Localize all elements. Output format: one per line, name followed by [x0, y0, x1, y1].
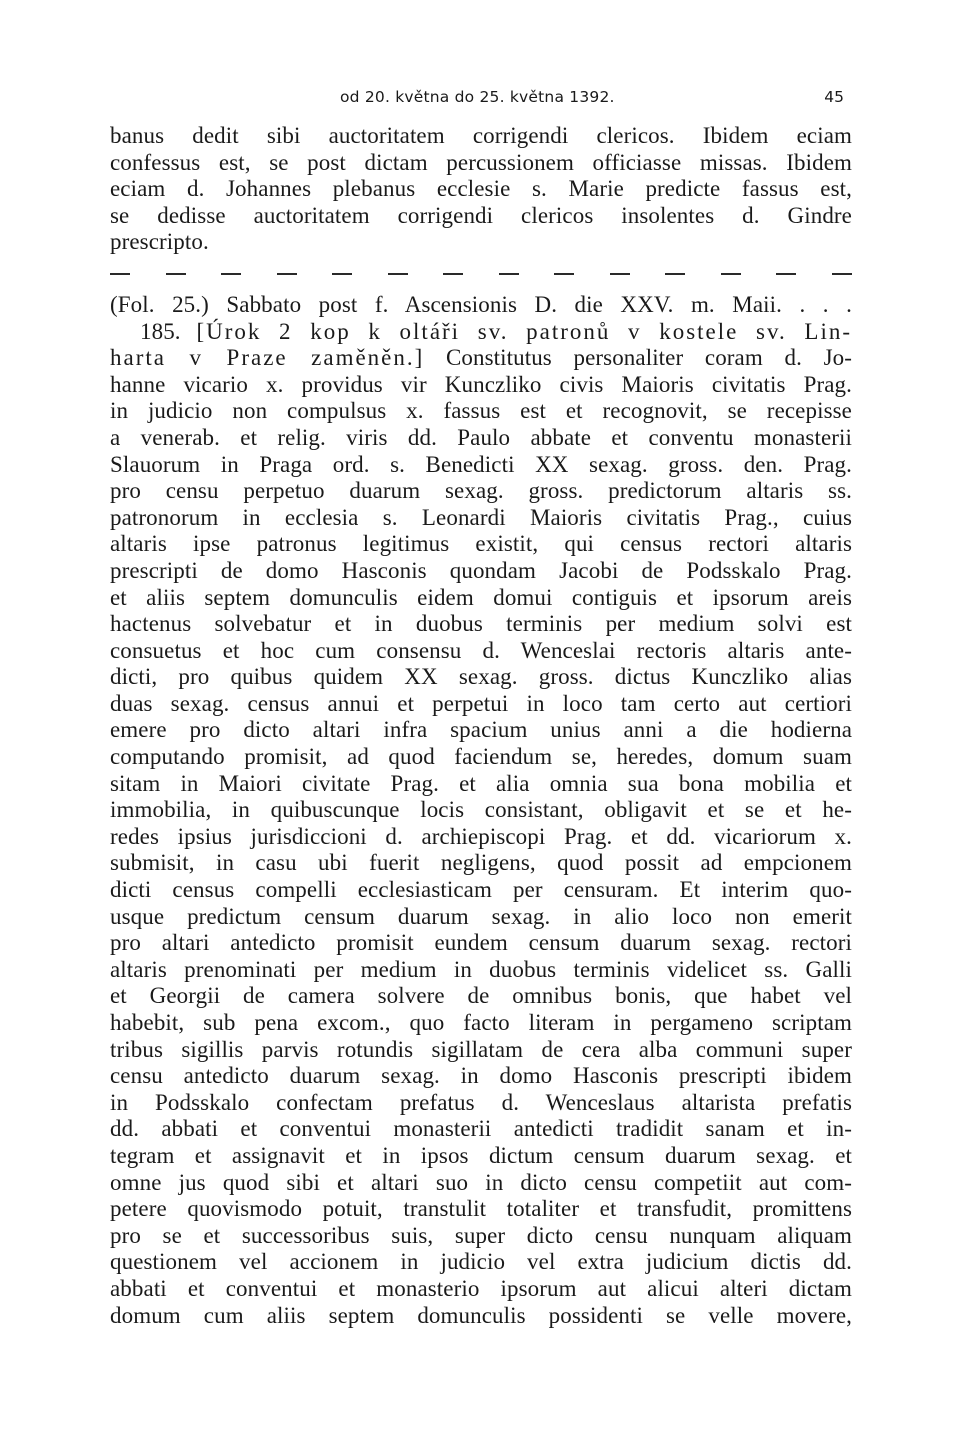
text-line: abbati et conventui et monasterio ipsorum aut alicui alteri dictam — [110, 1275, 852, 1301]
dash — [221, 273, 241, 275]
entry-heading-line — [110, 345, 852, 372]
text-line: consuetus et hoc cum consensu d. Wenceslai rectoris altaris ante- — [110, 637, 852, 663]
text-line: altaris prenominati per medium in duobus terminis videlicet ss. Galli — [110, 956, 852, 982]
dash — [166, 273, 186, 275]
dash — [554, 273, 574, 275]
document-page — [110, 88, 852, 1329]
text-line: redes ipsius jurisdiccioni d. archiepiscopi Prag. et dd. vicariorum x. — [110, 823, 852, 849]
text-line: sitam in Maiori civitate Prag. et alia omnia sua bona mobilia et — [110, 770, 852, 796]
text-line: questionem vel accionem in judicio vel extra judicium dictis dd. — [110, 1249, 852, 1275]
text-line: censu antedicto duarum sexag. in domo Hasconis prescripti ibidem — [110, 1063, 852, 1089]
entry-185 — [110, 292, 852, 1329]
text-line: domum cum aliis septem domunculis possidenti se velle movere, — [110, 1302, 852, 1328]
section-separator — [110, 273, 852, 275]
dash — [443, 273, 463, 275]
dash — [332, 273, 352, 275]
editorial-summary-end: harta v Praze zaměněn.] — [110, 345, 425, 371]
text-line: tegram et assignavit et in ipsos dictum censum duarum sexag. et — [110, 1142, 852, 1168]
text-line: a venerab. et relig. viris dd. Paulo abbate et conventu monasterii — [110, 424, 852, 450]
text-line: emere pro dicto altari infra spacium unius anni a die hodierna — [110, 717, 852, 743]
text-line: patronorum in ecclesia s. Leonardi Maioris civitatis Prag., cuius — [110, 504, 852, 530]
text-line: dd. abbati et conventui monasterii antedicti tradidit sanam et in- — [110, 1116, 852, 1142]
text-line: in Podsskalo confectam prefatus d. Wenceslaus altarista prefatis — [110, 1089, 852, 1115]
text-line: et aliis septem domunculis eidem domui contiguis et ipsorum areis — [110, 584, 852, 610]
text-line: submisit, in casu ubi fuerit negligens, quod possit ad empcionem — [110, 850, 852, 876]
text-line: omne jus quod sibi et altari suo in dicto censu competiit aut com- — [110, 1169, 852, 1195]
text-line: petere quovismodo potuit, transtulit totaliter et transfudit, promittens — [110, 1196, 852, 1222]
dash — [388, 273, 408, 275]
running-title: od 20. května do 25. května 1392. — [340, 88, 615, 106]
text-line: Slauorum in Praga ord. s. Benedicti XX sexag. gross. den. Prag. — [110, 451, 852, 477]
text-fragment: Constitutus personaliter coram d. Jo- — [445, 345, 852, 371]
text-line: pro se et successoribus suis, super dicto censu nunquam aliquam — [110, 1222, 852, 1248]
text-line: banus dedit sibi auctoritatem corrigendi clericos. Ibidem eciam — [110, 123, 852, 148]
text-line: usque predictum censum duarum sexag. in alio loco non emerit — [110, 903, 852, 929]
text-line: pro altari antedicto promisit eundem censum duarum sexag. rectori — [110, 930, 852, 956]
page-number: 45 — [824, 88, 844, 106]
text-line: in judicio non compulsus x. fassus est et recognovit, se recepisse — [110, 398, 852, 424]
text-line: hactenus solvebatur et in duobus terminis per medium solvi est — [110, 611, 852, 637]
dash — [499, 273, 519, 275]
text-line: dicti, pro quibus quidem XX sexag. gross. dictus Kunczliko alias — [110, 664, 852, 690]
text-line: eciam d. Johannes plebanus ecclesie s. Marie predicte fassus est, — [110, 176, 852, 202]
text-line: tribus sigillis parvis rotundis sigillatam de cera alba communi super — [110, 1036, 852, 1062]
dash — [776, 273, 796, 275]
entry-number: 185. — [140, 318, 181, 344]
dash — [610, 273, 630, 275]
text-line: prescripti de domo Hasconis quondam Jacobi de Podsskalo Prag. — [110, 557, 852, 583]
text-line: habebit, sub pena excom., quo facto literam in pergameno scriptam — [110, 1010, 852, 1035]
dash — [832, 273, 852, 275]
running-head — [110, 88, 852, 114]
editorial-summary: [Úrok 2 kop k oltáři sv. patronů v kostele sv. Lin- — [196, 318, 852, 344]
dash — [665, 273, 685, 275]
text-line: confessus est, se post dictam percussionem officiasse missas. Ibidem — [110, 149, 852, 175]
paragraph-continuation — [110, 123, 852, 256]
text-line: se dedisse auctoritatem corrigendi clericos insolentes d. Gindre — [110, 202, 852, 228]
dash — [277, 273, 297, 275]
dash — [110, 273, 130, 275]
text-line: computando promisit, ad quod faciendum se, heredes, domum suam — [110, 744, 852, 770]
text-line: et Georgii de camera solvere de omnibus bonis, que habet vel — [110, 983, 852, 1009]
folio-date-line: (Fol. 25.) Sabbato post f. Ascensionis D. die XXV. m. Maii. . . . — [110, 291, 852, 317]
text-line: hanne vicario x. providus vir Kunczliko civis Maioris civitatis Prag. — [110, 371, 852, 397]
text-line: pro censu perpetuo duarum sexag. gross. predictorum altaris ss. — [110, 478, 852, 504]
text-line: prescripto. — [110, 229, 209, 255]
text-line: altaris ipse patronus legitimus existit, qui census rectori altaris — [110, 531, 852, 557]
text-line: dicti census compelli ecclesiasticam per censuram. Et interim quo- — [110, 877, 852, 903]
entry-heading-line — [110, 319, 852, 346]
text-line: duas sexag. census annui et perpetui in loco tam certo aut certiori — [110, 690, 852, 716]
dash — [721, 273, 741, 275]
text-line: immobilia, in quibuscunque locis consistant, obligavit et se et he- — [110, 797, 852, 823]
